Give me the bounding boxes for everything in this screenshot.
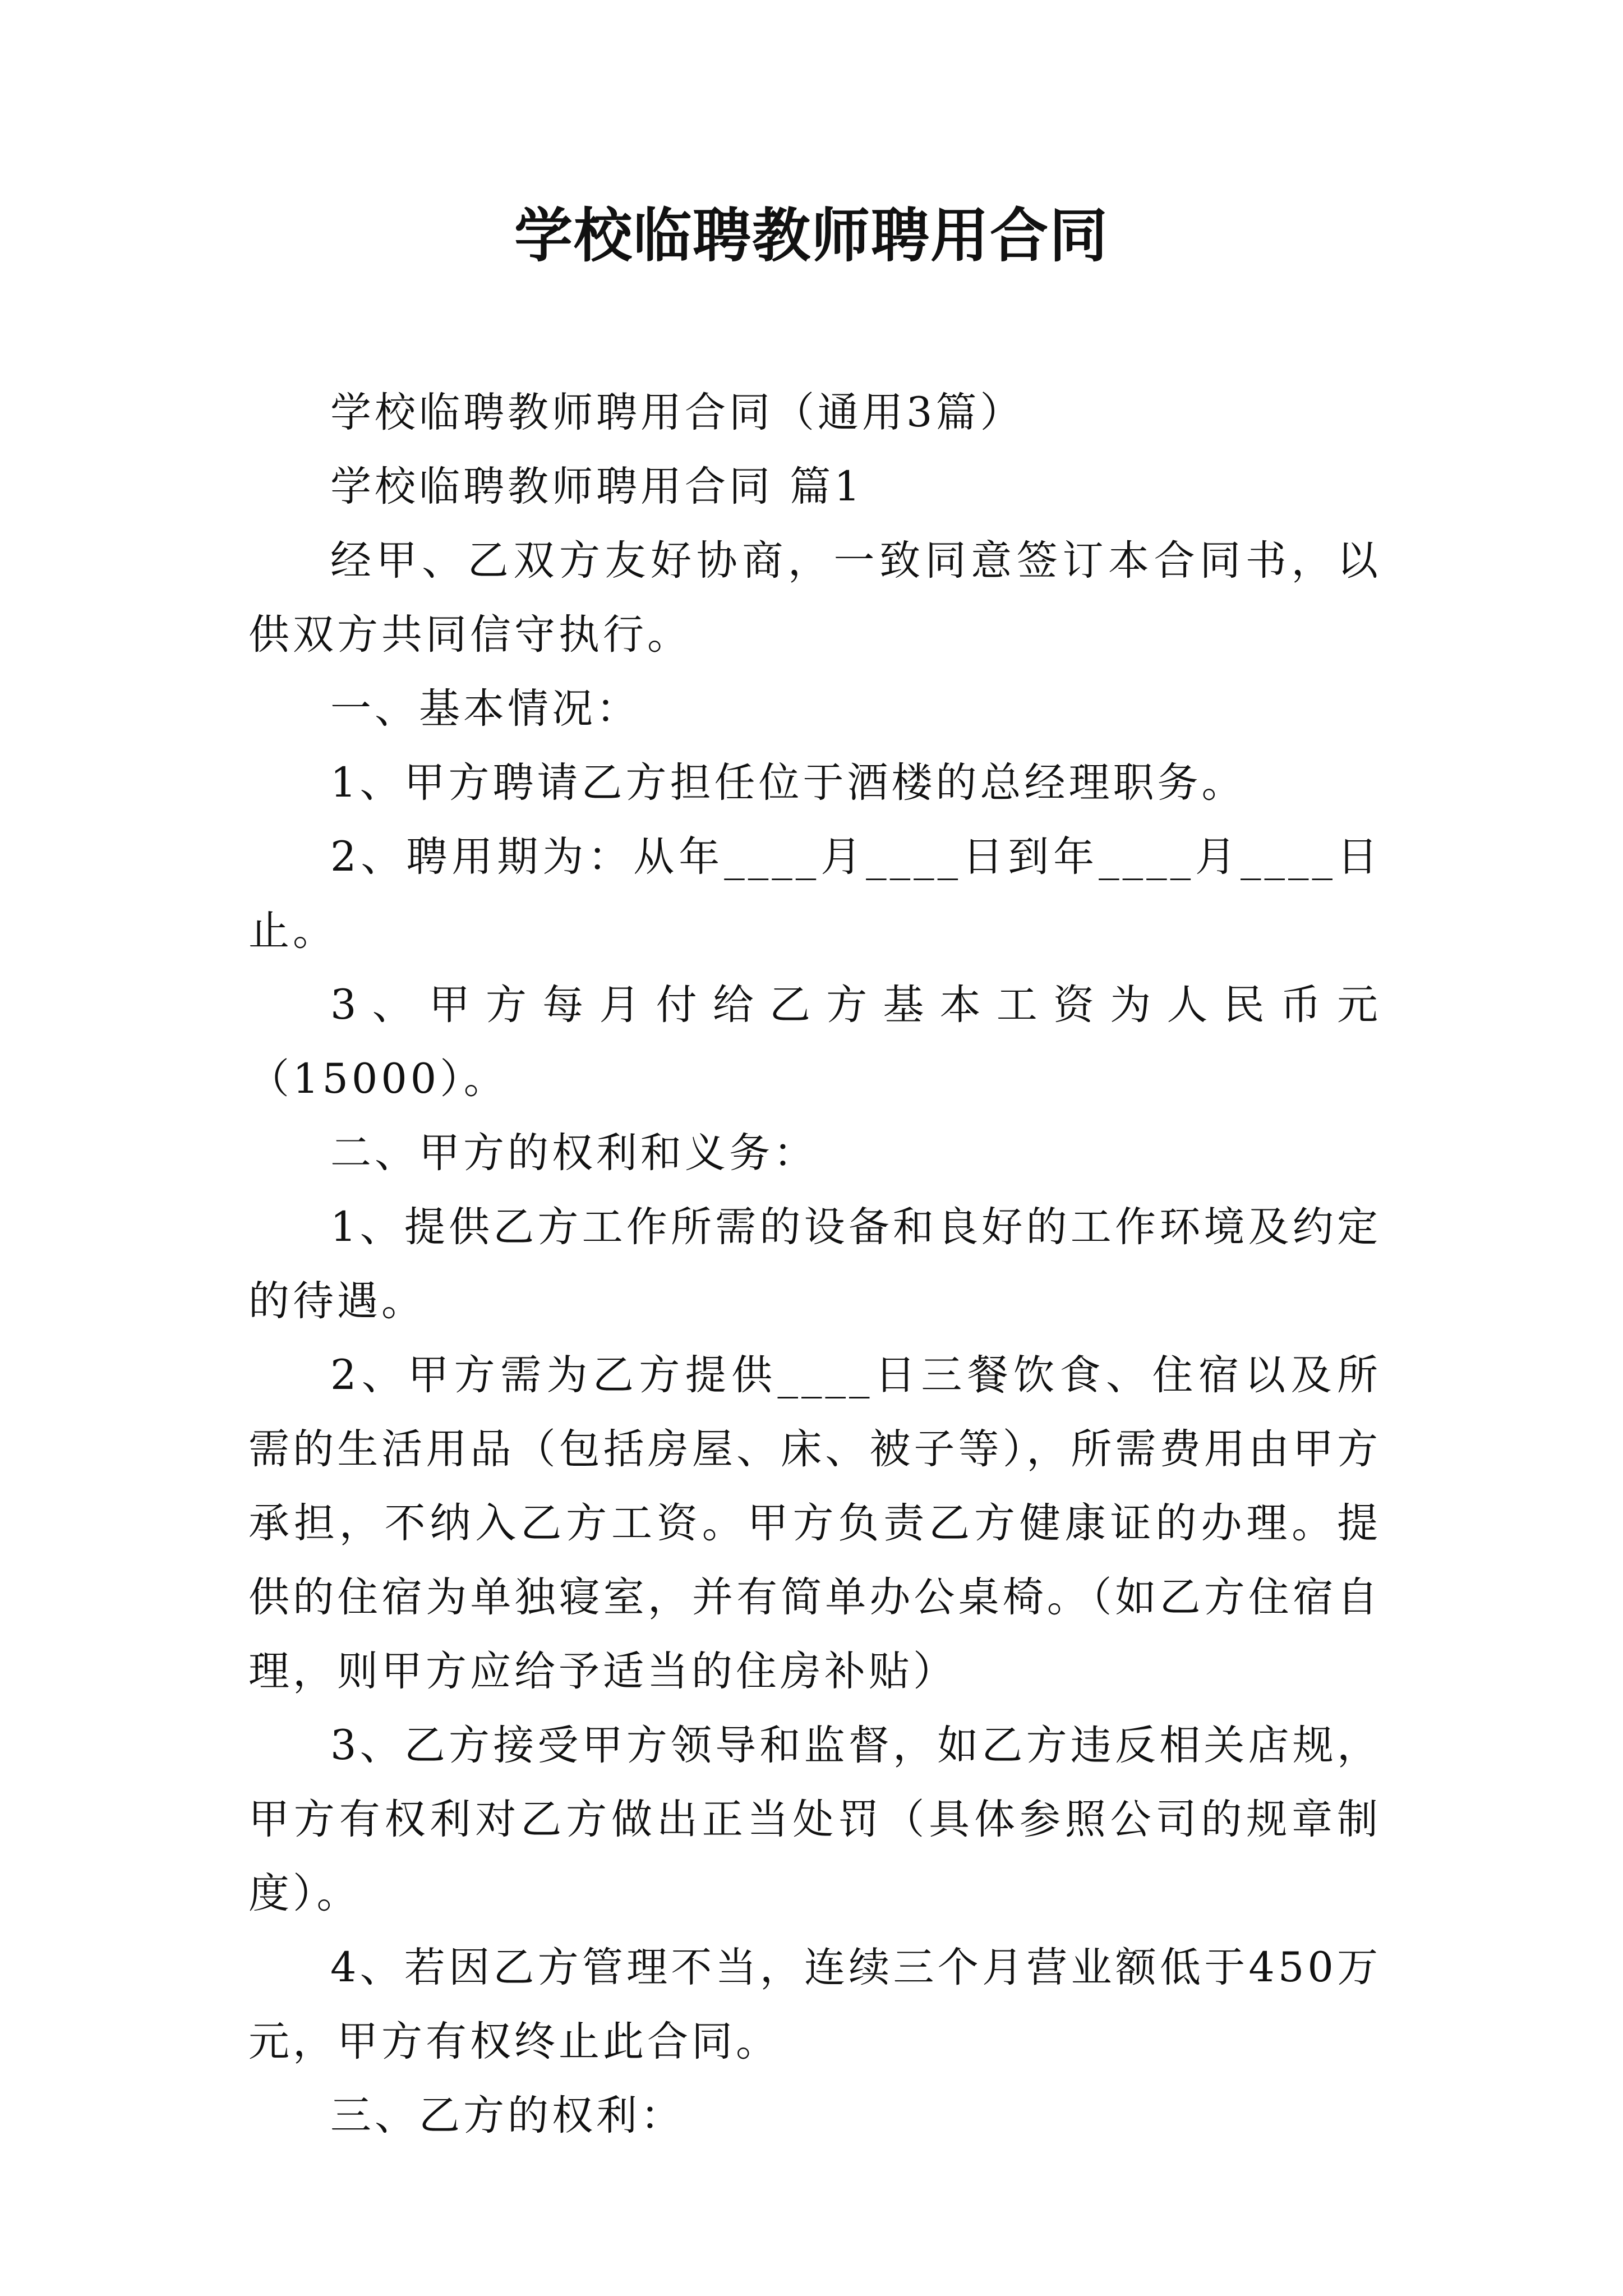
clause-1-2: 2、聘用期为：从年____月____日到年____月____日止。 — [248, 833, 1381, 955]
document-title: 学校临聘教师聘用合同 — [514, 201, 1109, 270]
clause-1-1: 1、甲方聘请乙方担任位于酒楼的总经理职务。 — [330, 759, 1246, 807]
section-heading-basic: 一、基本情况： — [330, 685, 640, 733]
clause-2-3: 3、乙方接受甲方领导和监督，如乙方违反相关店规，甲方有权利对乙方做出正当处罚（具体参照公司的规章制度）。 — [248, 1722, 1381, 1917]
paragraph-subtitle: 学校临聘教师聘用合同（通用3篇） — [330, 389, 1025, 436]
clause-2-2: 2、甲方需为乙方提供____日三餐饮食、住宿以及所需的生活用品（包括房屋、床、被子等），所需费用由甲方承担，不纳入乙方工资。甲方负责乙方健康证的办理。提供的住宿为单独寝室，并有简单办公桌椅。（如乙方住宿自理，则甲方应给予适当的住房补贴） — [248, 1351, 1381, 1695]
clause-1-3: 3、甲方每月付给乙方基本工资为人民币元（15000）。 — [248, 981, 1381, 1103]
paragraph-part-heading: 学校临聘教师聘用合同 篇1 — [330, 463, 864, 510]
paragraph-preamble: 经甲、乙双方友好协商，一致同意签订本合同书，以供双方共同信守执行。 — [248, 537, 1381, 659]
clause-2-1: 1、提供乙方工作所需的设备和良好的工作环境及约定的待遇。 — [248, 1203, 1381, 1325]
section-heading-party-b: 三、乙方的权利： — [330, 2092, 685, 2139]
section-heading-party-a: 二、甲方的权利和义务： — [330, 1129, 818, 1177]
document-body — [248, 376, 1381, 2153]
clause-2-4: 4、若因乙方管理不当，连续三个月营业额低于450万元，甲方有权终止此合同。 — [248, 1944, 1381, 2065]
